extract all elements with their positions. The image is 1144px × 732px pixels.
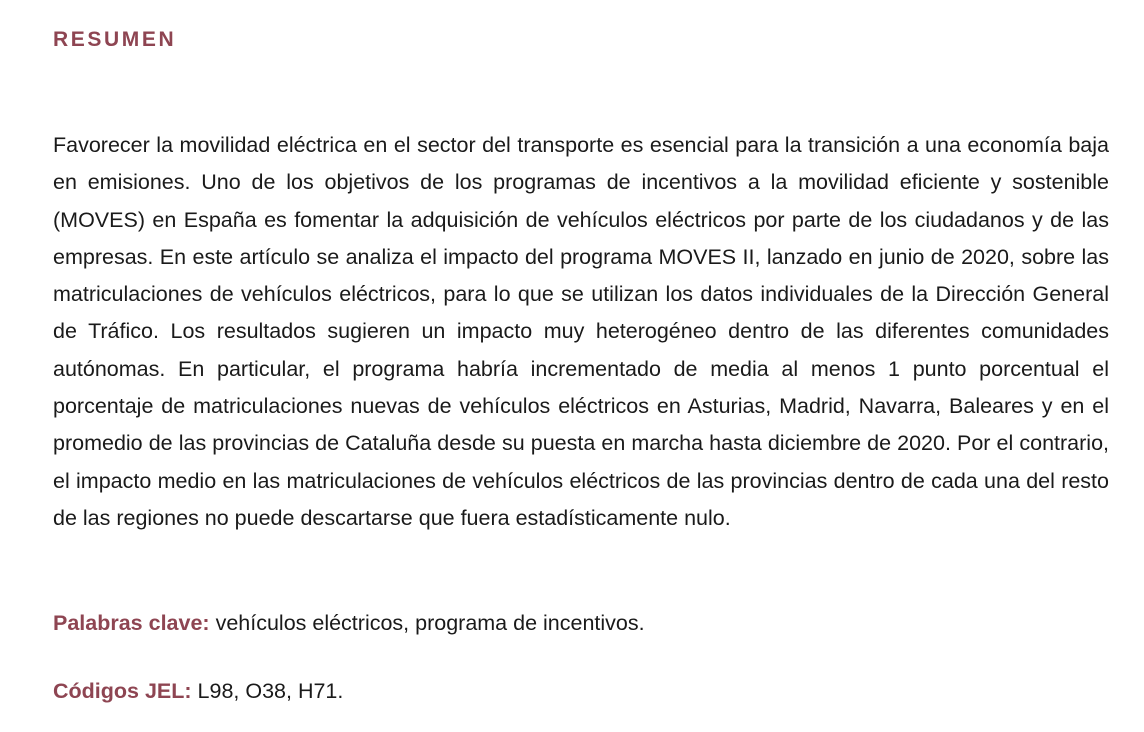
section-heading: RESUMEN <box>53 28 177 51</box>
abstract-paragraph: Favorecer la movilidad eléctrica en el sector del transporte es esencial para la transición a una economía baja en emisiones. Uno de los objetivos de los programas de incentivos a la movilidad eficiente y sostenible (MOVES) en España es fomentar la adquisición de vehículos eléctricos por parte de los ciudadanos y de las empresas. En este artículo se analiza el impacto del programa MOVES II, lanzado en junio de 2020, sobre las matriculaciones de vehículos eléctricos, para lo que se utilizan los datos individuales de la Dirección General de Tráfico. Los resultados sugieren un impacto muy heterogéneo dentro de las diferentes comunidades autónomas. En particular, el programa habría incrementado de media al menos 1 punto porcentual el porcentaje de matriculaciones nuevas de vehículos eléctricos en Asturias, Madrid, Navarra, Baleares y en el promedio de las provincias de Cataluña desde su puesta en marcha hasta diciembre de 2020. Por el contrario, el impacto medio en las matriculaciones de vehículos eléctricos de las provincias dentro de cada una del resto de las regiones no puede descartarse que fuera estadísticamente nulo. <box>53 133 1109 530</box>
keywords-label: Palabras clave: <box>53 611 210 635</box>
jel-codes-label: Códigos JEL: <box>53 679 192 703</box>
keywords-value: vehículos eléctricos, programa de incentivos. <box>209 611 645 635</box>
keywords-line <box>53 609 645 637</box>
jel-codes-value: L98, O38, H71. <box>191 679 344 703</box>
jel-codes-line <box>53 677 343 705</box>
